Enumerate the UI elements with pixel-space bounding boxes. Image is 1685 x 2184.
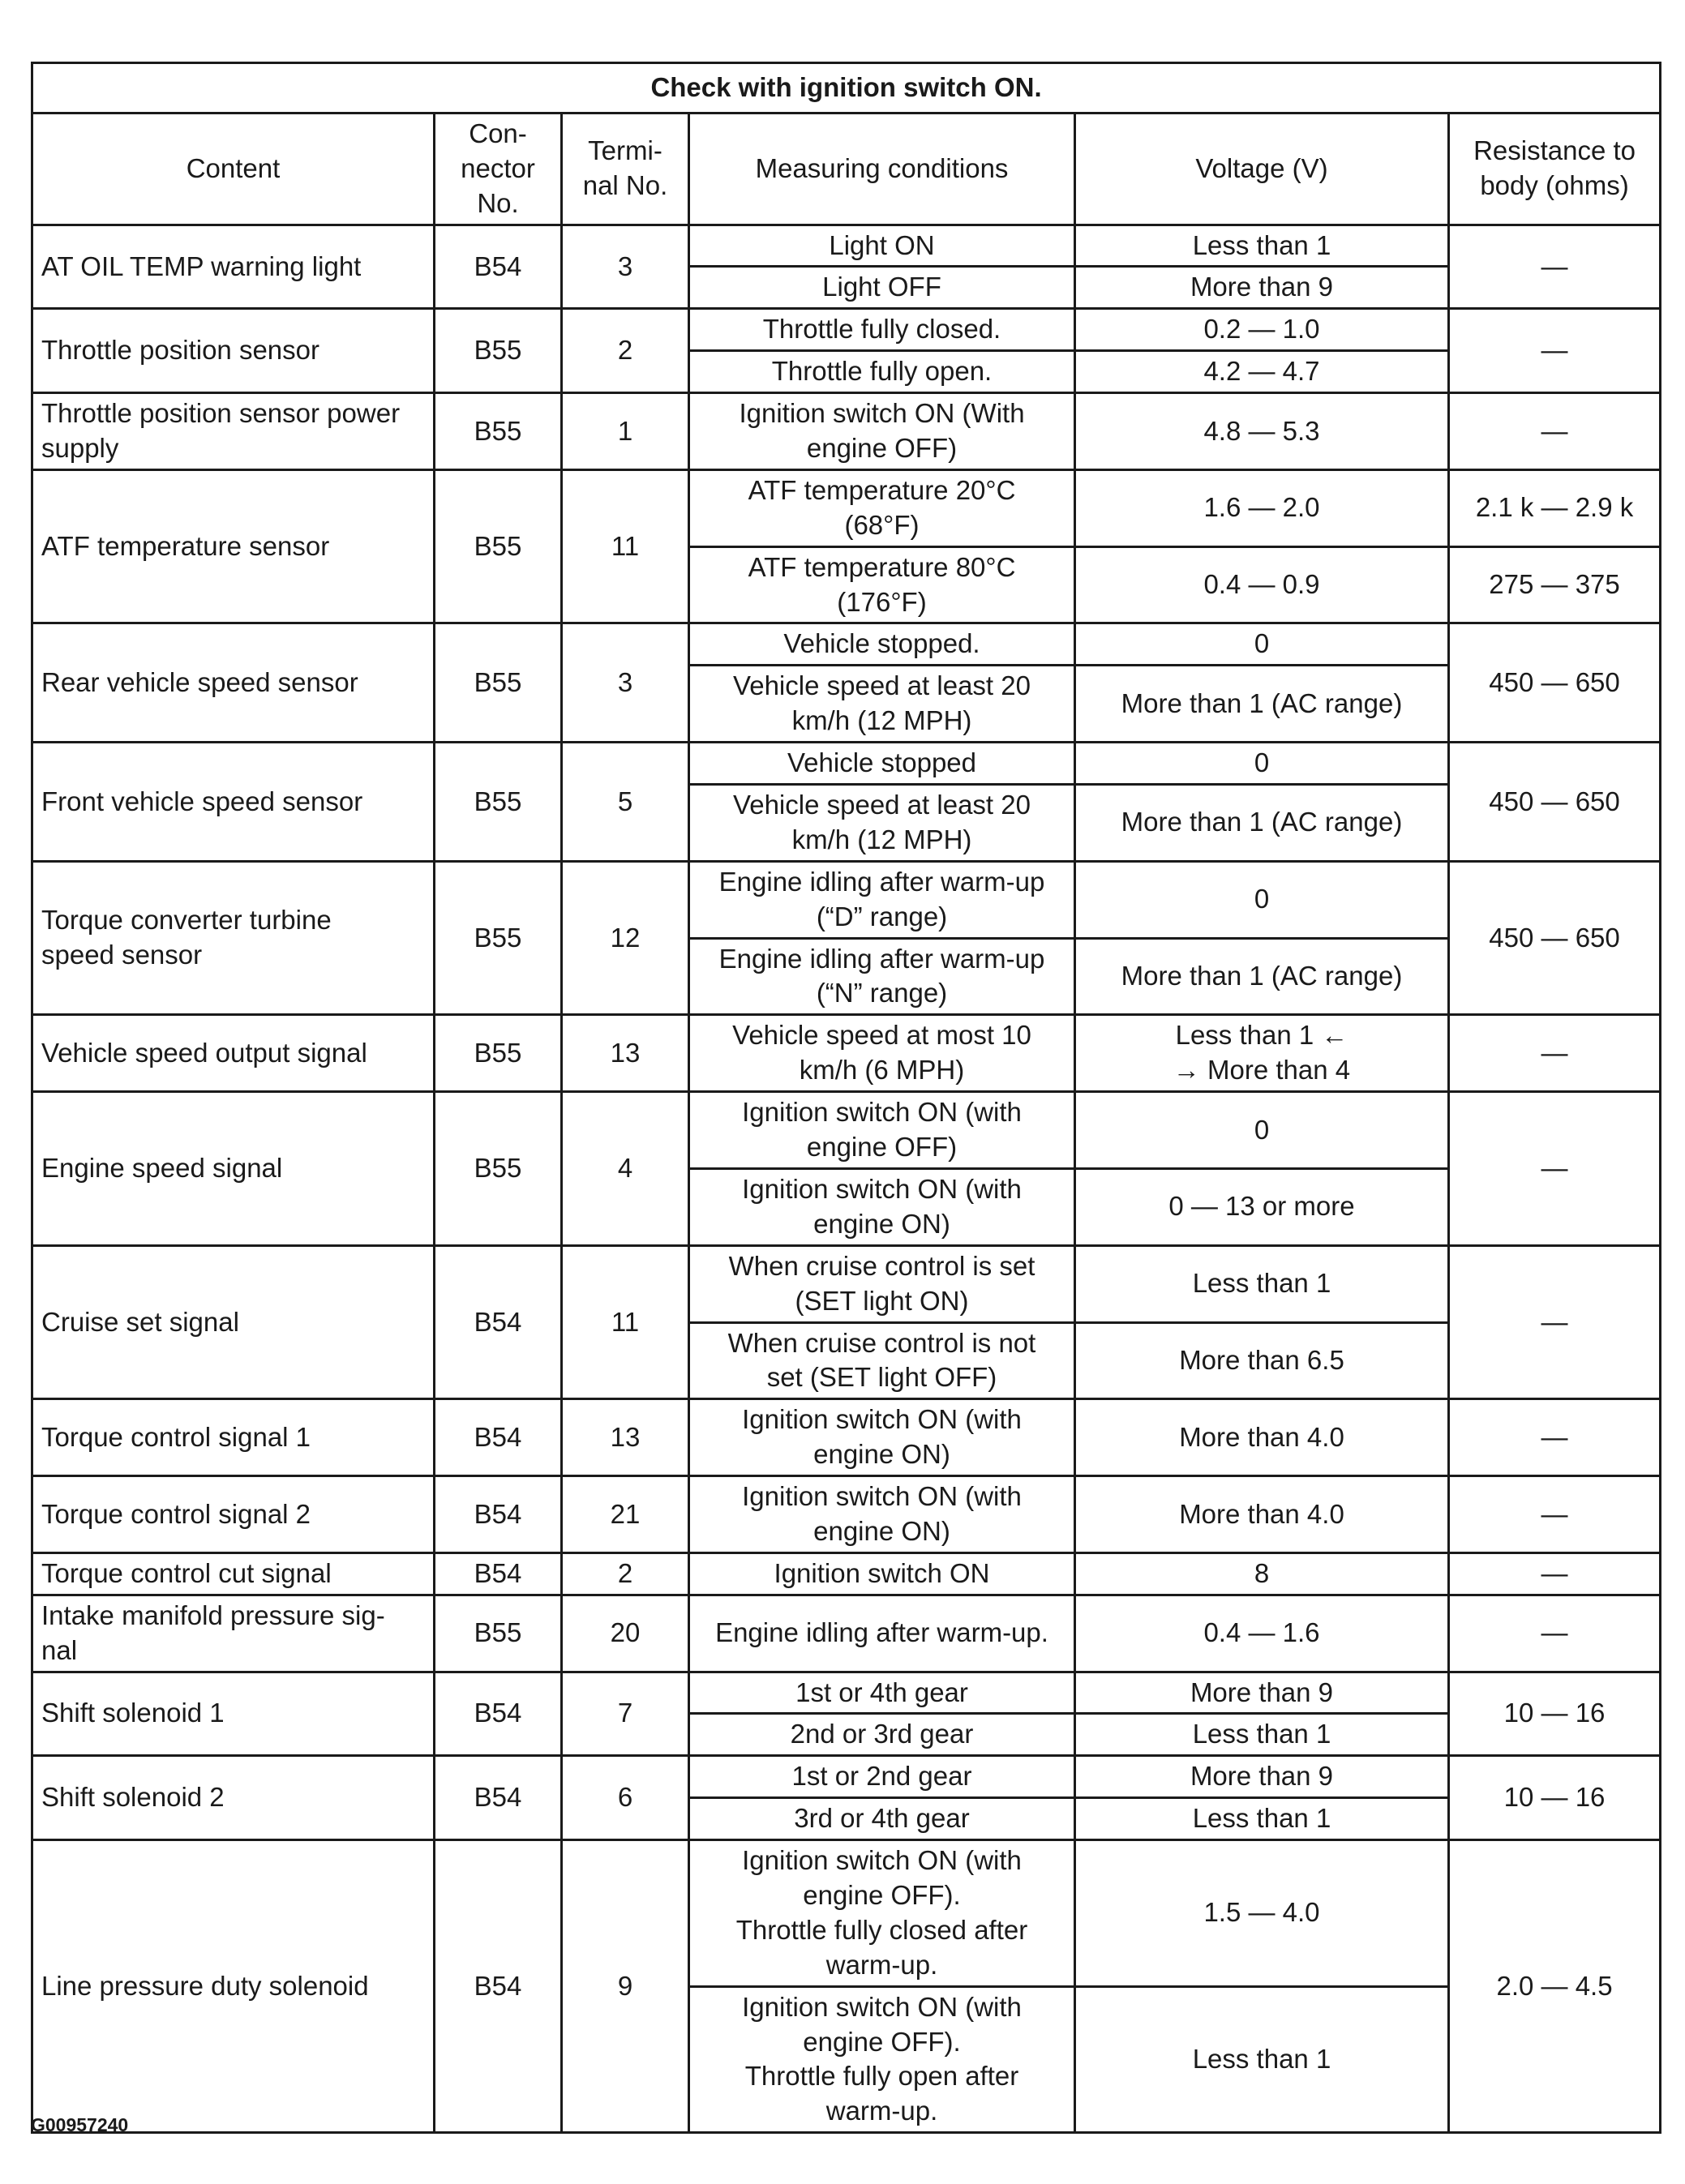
- cell-terminal: 5: [562, 743, 689, 862]
- cell-connector: B55: [435, 309, 562, 393]
- table-row: [32, 393, 1661, 470]
- cell-condition: Light ON: [689, 225, 1075, 267]
- cell-condition: 1st or 2nd gear: [689, 1756, 1075, 1798]
- cell-condition: Ignition switch ON (with engine ON): [689, 1168, 1075, 1245]
- cell-content: Throttle position sensor: [32, 309, 435, 393]
- cell-voltage: More than 4.0: [1075, 1399, 1449, 1476]
- figure-id: G00957240: [31, 2114, 129, 2135]
- cell-condition: When cruise control is not set (SET light OFF): [689, 1322, 1075, 1399]
- cell-connector: B54: [435, 1552, 562, 1595]
- cell-voltage: More than 1 (AC range): [1075, 666, 1449, 743]
- cell-condition: 3rd or 4th gear: [689, 1798, 1075, 1840]
- cell-connector: B55: [435, 743, 562, 862]
- cell-voltage: More than 1 (AC range): [1075, 785, 1449, 862]
- cell-connector: B54: [435, 1245, 562, 1399]
- cell-condition: ATF temperature 20°C (68°F): [689, 469, 1075, 546]
- table-row: [32, 623, 1661, 666]
- cell-content: Torque converter turbine speed sensor: [32, 861, 435, 1015]
- cell-voltage: 4.8 — 5.3: [1075, 393, 1449, 470]
- cell-resistance: 450 — 650: [1449, 743, 1661, 862]
- table-row: [32, 1476, 1661, 1553]
- cell-voltage: 0.4 — 0.9: [1075, 546, 1449, 623]
- table-row: [32, 1092, 1661, 1169]
- cell-condition: Ignition switch ON (with engine OFF). Throttle fully closed after warm-up.: [689, 1840, 1075, 1987]
- cell-terminal: 21: [562, 1476, 689, 1553]
- table-row: [32, 743, 1661, 785]
- table-row: [32, 1672, 1661, 1714]
- cell-connector: B55: [435, 1595, 562, 1672]
- cell-voltage: More than 4.0: [1075, 1476, 1449, 1553]
- cell-condition: Ignition switch ON: [689, 1552, 1075, 1595]
- cell-condition: When cruise control is set (SET light ON): [689, 1245, 1075, 1322]
- cell-content: Cruise set signal: [32, 1245, 435, 1399]
- cell-resistance: —: [1449, 225, 1661, 309]
- cell-terminal: 20: [562, 1595, 689, 1672]
- cell-terminal: 4: [562, 1092, 689, 1246]
- table-row: [32, 469, 1661, 546]
- cell-condition: Vehicle speed at least 20 km/h (12 MPH): [689, 666, 1075, 743]
- cell-content: Line pressure duty solenoid: [32, 1840, 435, 2133]
- cell-connector: B55: [435, 1015, 562, 1092]
- cell-condition: 1st or 4th gear: [689, 1672, 1075, 1714]
- cell-content: Throttle position sensor power supply: [32, 393, 435, 470]
- cell-content: AT OIL TEMP warning light: [32, 225, 435, 309]
- cell-terminal: 11: [562, 469, 689, 623]
- cell-voltage: 0.4 — 1.6: [1075, 1595, 1449, 1672]
- cell-voltage: Less than 1: [1075, 1714, 1449, 1756]
- table-row: [32, 861, 1661, 938]
- cell-resistance: —: [1449, 1476, 1661, 1553]
- cell-connector: B54: [435, 225, 562, 309]
- cell-terminal: 2: [562, 309, 689, 393]
- cell-content: Torque control signal 1: [32, 1399, 435, 1476]
- table-row: [32, 309, 1661, 351]
- cell-condition: Ignition switch ON (with engine ON): [689, 1399, 1075, 1476]
- cell-voltage: More than 6.5: [1075, 1322, 1449, 1399]
- cell-voltage: 8: [1075, 1552, 1449, 1595]
- cell-content: Shift solenoid 2: [32, 1756, 435, 1840]
- table-row: [32, 1399, 1661, 1476]
- cell-voltage: More than 1 (AC range): [1075, 938, 1449, 1015]
- cell-resistance: —: [1449, 309, 1661, 393]
- cell-condition: Vehicle speed at least 20 km/h (12 MPH): [689, 785, 1075, 862]
- cell-connector: B54: [435, 1672, 562, 1756]
- cell-terminal: 7: [562, 1672, 689, 1756]
- header-connector-no: Con- nector No.: [435, 113, 562, 225]
- cell-voltage: Less than 1: [1075, 1798, 1449, 1840]
- cell-resistance: 275 — 375: [1449, 546, 1661, 623]
- cell-terminal: 13: [562, 1399, 689, 1476]
- cell-connector: B55: [435, 1092, 562, 1246]
- cell-condition: Light OFF: [689, 267, 1075, 309]
- cell-content: Shift solenoid 1: [32, 1672, 435, 1756]
- cell-condition: Throttle fully open.: [689, 351, 1075, 393]
- cell-connector: B55: [435, 623, 562, 743]
- cell-condition: Engine idling after warm-up (“D” range): [689, 861, 1075, 938]
- terminal-voltage-table: [31, 62, 1661, 2134]
- cell-resistance: —: [1449, 1595, 1661, 1672]
- table-row: [32, 1245, 1661, 1322]
- cell-resistance: —: [1449, 1552, 1661, 1595]
- cell-voltage: Less than 1: [1075, 225, 1449, 267]
- cell-condition: Ignition switch ON (with engine ON): [689, 1476, 1075, 1553]
- cell-voltage: 0 — 13 or more: [1075, 1168, 1449, 1245]
- table-row: [32, 1595, 1661, 1672]
- header-measuring-conditions: Measuring conditions: [689, 113, 1075, 225]
- cell-condition: 2nd or 3rd gear: [689, 1714, 1075, 1756]
- cell-resistance: —: [1449, 1092, 1661, 1246]
- cell-resistance: —: [1449, 393, 1661, 470]
- cell-terminal: 2: [562, 1552, 689, 1595]
- table-title-row: [32, 63, 1661, 113]
- cell-connector: B54: [435, 1476, 562, 1553]
- cell-voltage: 0: [1075, 743, 1449, 785]
- cell-voltage: 1.6 — 2.0: [1075, 469, 1449, 546]
- cell-terminal: 9: [562, 1840, 689, 2133]
- cell-condition: Ignition switch ON (with engine OFF). Throttle fully open after warm-up.: [689, 1986, 1075, 2133]
- cell-condition: ATF temperature 80°C (176°F): [689, 546, 1075, 623]
- table-body: [32, 225, 1661, 2133]
- cell-resistance: —: [1449, 1015, 1661, 1092]
- inspection-sheet: [31, 62, 1659, 2134]
- cell-terminal: 6: [562, 1756, 689, 1840]
- cell-voltage: Less than 1 ← → More than 4: [1075, 1015, 1449, 1092]
- cell-voltage: 0: [1075, 1092, 1449, 1169]
- cell-content: Rear vehicle speed sensor: [32, 623, 435, 743]
- cell-voltage: Less than 1: [1075, 1986, 1449, 2133]
- cell-content: Intake manifold pressure sig- nal: [32, 1595, 435, 1672]
- cell-condition: Vehicle speed at most 10 km/h (6 MPH): [689, 1015, 1075, 1092]
- cell-terminal: 3: [562, 225, 689, 309]
- cell-terminal: 13: [562, 1015, 689, 1092]
- cell-resistance: 450 — 650: [1449, 623, 1661, 743]
- cell-content: Engine speed signal: [32, 1092, 435, 1246]
- cell-resistance: 10 — 16: [1449, 1756, 1661, 1840]
- cell-condition: Ignition switch ON (with engine OFF): [689, 1092, 1075, 1169]
- cell-condition: Engine idling after warm-up.: [689, 1595, 1075, 1672]
- header-voltage: Voltage (V): [1075, 113, 1449, 225]
- cell-resistance: 450 — 650: [1449, 861, 1661, 1015]
- cell-voltage: More than 9: [1075, 1672, 1449, 1714]
- cell-condition: Vehicle stopped: [689, 743, 1075, 785]
- cell-content: Torque control cut signal: [32, 1552, 435, 1595]
- cell-terminal: 12: [562, 861, 689, 1015]
- cell-content: Front vehicle speed sensor: [32, 743, 435, 862]
- cell-voltage: More than 9: [1075, 267, 1449, 309]
- table-title: Check with ignition switch ON.: [32, 63, 1661, 113]
- cell-voltage: More than 9: [1075, 1756, 1449, 1798]
- cell-condition: Engine idling after warm-up (“N” range): [689, 938, 1075, 1015]
- header-resistance: Resistance to body (ohms): [1449, 113, 1661, 225]
- cell-condition: Vehicle stopped.: [689, 623, 1075, 666]
- cell-voltage: 0.2 — 1.0: [1075, 309, 1449, 351]
- cell-voltage: 0: [1075, 861, 1449, 938]
- cell-resistance: —: [1449, 1245, 1661, 1399]
- table-row: [32, 1015, 1661, 1092]
- cell-voltage: 0: [1075, 623, 1449, 666]
- table-row: [32, 225, 1661, 267]
- cell-resistance: —: [1449, 1399, 1661, 1476]
- cell-content: ATF temperature sensor: [32, 469, 435, 623]
- cell-connector: B55: [435, 861, 562, 1015]
- cell-connector: B55: [435, 469, 562, 623]
- cell-content: Torque control signal 2: [32, 1476, 435, 1553]
- header-content: Content: [32, 113, 435, 225]
- table-row: [32, 1552, 1661, 1595]
- cell-condition: Throttle fully closed.: [689, 309, 1075, 351]
- cell-content: Vehicle speed output signal: [32, 1015, 435, 1092]
- header-terminal-no: Termi- nal No.: [562, 113, 689, 225]
- cell-voltage: 1.5 — 4.0: [1075, 1840, 1449, 1987]
- cell-voltage: 4.2 — 4.7: [1075, 351, 1449, 393]
- cell-condition: Ignition switch ON (With engine OFF): [689, 393, 1075, 470]
- cell-resistance: 2.1 k — 2.9 k: [1449, 469, 1661, 546]
- cell-voltage: Less than 1: [1075, 1245, 1449, 1322]
- column-header-row: [32, 113, 1661, 225]
- cell-connector: B55: [435, 393, 562, 470]
- cell-connector: B54: [435, 1756, 562, 1840]
- cell-terminal: 11: [562, 1245, 689, 1399]
- cell-resistance: 10 — 16: [1449, 1672, 1661, 1756]
- cell-connector: B54: [435, 1840, 562, 2133]
- cell-terminal: 3: [562, 623, 689, 743]
- table-row: [32, 1756, 1661, 1798]
- cell-resistance: 2.0 — 4.5: [1449, 1840, 1661, 2133]
- table-row: [32, 1840, 1661, 1987]
- cell-terminal: 1: [562, 393, 689, 470]
- cell-connector: B54: [435, 1399, 562, 1476]
